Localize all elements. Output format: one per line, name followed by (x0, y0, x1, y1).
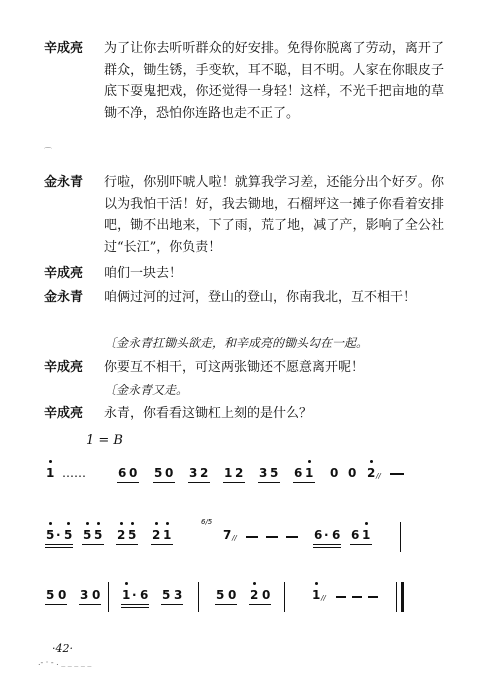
note: 5 (83, 528, 92, 542)
eighth-beam (215, 604, 237, 605)
note: 6 (118, 466, 127, 480)
sixteenth-beam (313, 547, 341, 548)
bar-line (198, 582, 199, 612)
final-bar-line (396, 582, 397, 612)
ornament-mark: // (376, 472, 381, 480)
note: 0 (92, 588, 101, 602)
duration-dash (286, 536, 298, 538)
high-octave-dot (86, 522, 89, 525)
sixteenth-beam (121, 607, 149, 608)
grace-note: 6/5 (201, 518, 213, 526)
stage-direction: 〔金永青又走。 (104, 383, 189, 397)
note: 0 (129, 466, 138, 480)
high-octave-dot (49, 460, 52, 463)
speech-text: 你要互不相干，可这两张锄还不愿意离开呢！ (104, 360, 365, 375)
note: 2 (367, 466, 376, 480)
speech-text: 咱们一块去！ (104, 266, 183, 281)
eighth-beam (45, 604, 67, 605)
note: 2 (117, 528, 126, 542)
eighth-beam (117, 482, 139, 483)
note: 6 (140, 588, 149, 602)
note: 2 (200, 466, 209, 480)
note: 0 (165, 466, 174, 480)
high-octave-dot (125, 582, 128, 585)
note: 3 (174, 588, 183, 602)
note: 3 (259, 466, 268, 480)
eighth-beam (153, 482, 175, 483)
bar-line (108, 582, 109, 612)
high-octave-dot (67, 522, 70, 525)
key-signature: 1 = B (86, 433, 123, 448)
dotted-rhythm: · (56, 528, 61, 542)
sixteenth-beam (45, 547, 73, 548)
note: 1 (305, 466, 314, 480)
note: 5 (216, 588, 225, 602)
high-octave-dot (166, 522, 169, 525)
note: 3 (189, 466, 198, 480)
eighth-beam (116, 544, 138, 545)
note: 5 (162, 588, 171, 602)
eighth-beam (79, 604, 101, 605)
eighth-beam (161, 604, 183, 605)
bar-line (400, 522, 401, 552)
high-octave-dot (315, 582, 318, 585)
note: 1 (163, 528, 172, 542)
bar-line (284, 582, 285, 612)
eighth-beam (82, 544, 104, 545)
scan-edge-mark: .- · - . _ _ _ _ _ (38, 658, 92, 667)
note: 5 (46, 588, 55, 602)
note: 6 (294, 466, 303, 480)
note: 5 (270, 466, 279, 480)
note: 5 (94, 528, 103, 542)
note: 2 (250, 588, 259, 602)
note: 1 (122, 588, 131, 602)
note: 5 (154, 466, 163, 480)
note: 2 (152, 528, 161, 542)
high-octave-dot (155, 522, 158, 525)
high-octave-dot (253, 582, 256, 585)
note: 7 (223, 528, 232, 542)
speaker-name: 辛成亮 (44, 406, 84, 421)
note: 0 (348, 466, 357, 480)
note: 6 (332, 528, 341, 542)
duration-dash (368, 596, 378, 598)
speaker-name: 金永青 (44, 290, 84, 305)
ornament-mark: // (321, 594, 326, 602)
stage-direction: 〔金永青扛锄头欲走，和辛成亮的锄头勾在一起。 (104, 336, 369, 350)
speech-text: 行啦，你别吓唬人啦！就算我学习差，还能分出个好歹。你以为我怕干活！好，我去锄地，石榴坪这一摊子你看着安排吧，锄不出地来，下了雨，荒了地，减了产，影响了全公社过“长江”，你负责！ (104, 175, 444, 255)
note: 3 (80, 588, 89, 602)
eighth-beam (45, 544, 73, 545)
margin-mark: ⌒ (44, 147, 52, 156)
eighth-beam (151, 544, 173, 545)
speaker-name: 辛成亮 (44, 266, 84, 281)
page-number: ·42· (52, 642, 73, 655)
note: 5 (128, 528, 137, 542)
eighth-beam (121, 604, 149, 605)
speech-text: 永青，你看看这锄杠上刻的是什么？ (104, 406, 313, 421)
eighth-beam (188, 482, 210, 483)
note: 0 (262, 588, 271, 602)
eighth-beam (350, 544, 372, 545)
speech-text: 为了让你去听听群众的好安排。免得你脱离了劳动，离开了群众，锄生锈，手变软，耳不聪，目不明。人家在你眼皮子底下耍鬼把戏，你还觉得一身轻！这样，不光千把亩地的草锄不净，恐怕你连路也走不正了。 (104, 41, 444, 121)
high-octave-dot (120, 522, 123, 525)
note: 1 (46, 466, 55, 480)
final-bar-line-thick (401, 582, 404, 612)
note: 5 (64, 528, 73, 542)
note: 6 (314, 528, 323, 542)
duration-dash (352, 596, 362, 598)
high-octave-dot (97, 522, 100, 525)
note: 1 (224, 466, 233, 480)
duration-dash (390, 473, 404, 475)
note: 1 (312, 588, 321, 602)
note: 0 (330, 466, 339, 480)
ornament-mark: // (232, 534, 237, 542)
eighth-beam (258, 482, 280, 483)
high-octave-dot (49, 522, 52, 525)
duration-dash (266, 536, 278, 538)
note: 5 (46, 528, 55, 542)
duration-dash (246, 536, 258, 538)
dotted-rhythm: · (324, 528, 329, 542)
eighth-beam (293, 482, 315, 483)
speaker-name: 金永青 (44, 175, 84, 190)
note: 2 (235, 466, 244, 480)
eighth-beam (249, 604, 271, 605)
jianpu-score (38, 456, 458, 636)
note: 0 (58, 588, 67, 602)
ellipsis: …… (62, 466, 86, 480)
high-octave-dot (131, 522, 134, 525)
note: 0 (228, 588, 237, 602)
high-octave-dot (365, 522, 368, 525)
note: 1 (362, 528, 371, 542)
speaker-name: 辛成亮 (44, 41, 84, 56)
eighth-beam (313, 544, 341, 545)
speech-text: 咱俩过河的过河，登山的登山，你南我北，互不相干！ (104, 290, 417, 305)
note: 6 (351, 528, 360, 542)
speaker-name: 辛成亮 (44, 360, 84, 375)
duration-dash (336, 596, 346, 598)
eighth-beam (223, 482, 245, 483)
high-octave-dot (370, 460, 373, 463)
dotted-rhythm: · (132, 588, 137, 602)
high-octave-dot (308, 460, 311, 463)
